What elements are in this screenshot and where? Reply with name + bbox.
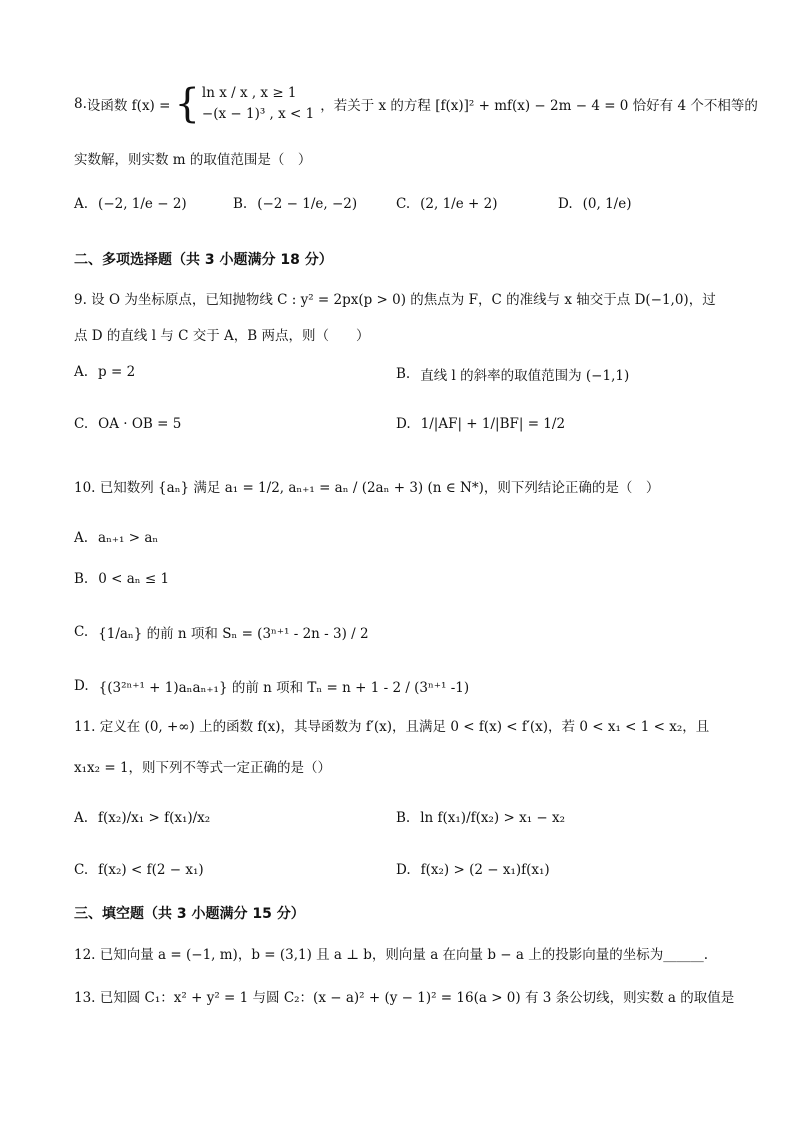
q9-option-b[interactable] — [396, 364, 629, 384]
q11-option-a[interactable] — [74, 810, 210, 826]
q10-option-b[interactable] — [74, 571, 169, 587]
q9-option-a[interactable] — [74, 364, 135, 380]
option-text: 0 < aₙ ≤ 1 — [98, 571, 170, 587]
option-label: B. — [396, 810, 411, 826]
option-label: B. — [74, 571, 89, 587]
q12-text: 12. 已知向量 a = (−1, m)，b = (3,1) 且 a ⊥ b，则向量 a 在向量 b − a 上的投影向量的坐标为______. — [74, 947, 708, 963]
q10-option-a[interactable] — [74, 530, 158, 546]
option-label: A. — [74, 810, 89, 826]
q10-option-c[interactable] — [74, 622, 369, 642]
q8-option-c[interactable] — [396, 196, 497, 212]
option-text: p = 2 — [98, 364, 136, 380]
option-text: OA · OB = 5 — [98, 416, 182, 432]
option-label: D. — [558, 196, 573, 212]
q8-piece-top: ln x / x , x ≥ 1 — [201, 85, 297, 101]
q8-option-b[interactable] — [233, 196, 357, 212]
q9-option-c[interactable] — [74, 416, 181, 432]
q11-option-b[interactable] — [396, 810, 565, 826]
piecewise-brace: { — [174, 81, 200, 127]
option-label: C. — [74, 624, 89, 640]
option-text: f(x₂) > (2 − x₁)f(x₁) — [420, 862, 550, 878]
q9-line2: 点 D 的直线 l 与 C 交于 A，B 两点，则（ ） — [74, 328, 370, 344]
option-label: A. — [74, 196, 89, 212]
option-text: f(x₂)/x₁ > f(x₁)/x₂ — [98, 810, 211, 826]
option-label: D. — [396, 416, 411, 432]
option-label: A. — [74, 530, 89, 546]
q9-line1: 9. 设 O 为坐标原点，已知抛物线 C : y² = 2px(p > 0) 的焦点为 F，C 的准线与 x 轴交于点 D(−1,0)，过 — [74, 292, 716, 308]
q8-number: 8. — [74, 96, 87, 112]
option-label: C. — [74, 862, 89, 878]
section-heading-multi: 二、多项选择题（共 3 小题满分 18 分） — [74, 252, 333, 268]
option-text: (2, 1/e + 2) — [420, 196, 498, 212]
q11-line2: x₁x₂ = 1，则下列不等式一定正确的是（） — [74, 760, 332, 776]
q8-tail: ，若关于 x 的方程 [f(x)]² + mf(x) − 2m − 4 = 0 恰好有 4 个不相等的 — [320, 98, 758, 114]
q8-option-a[interactable] — [74, 196, 187, 212]
option-text: 直线 l 的斜率的取值范围为 (−1,1) — [420, 368, 630, 384]
option-label: A. — [74, 364, 89, 380]
q8-option-d[interactable] — [558, 196, 631, 212]
option-label: D. — [74, 678, 89, 694]
section-heading-fill: 三、填空题（共 3 小题满分 15 分） — [74, 906, 305, 922]
q8-piecewise — [202, 83, 314, 125]
q9-option-d[interactable] — [396, 416, 565, 432]
q11-option-d[interactable] — [396, 862, 550, 878]
option-text: ln f(x₁)/f(x₂) > x₁ − x₂ — [420, 810, 566, 826]
q10-option-d[interactable] — [74, 676, 469, 696]
option-label: B. — [396, 366, 411, 382]
option-text: (0, 1/e) — [582, 196, 632, 212]
option-text: {1/aₙ} 的前 n 项和 Sₙ = (3ⁿ⁺¹ - 2n - 3) / 2 — [98, 626, 369, 642]
option-text: f(x₂) < f(2 − x₁) — [98, 862, 204, 878]
q13-text: 13. 已知圆 C₁：x² + y² = 1 与圆 C₂：(x − a)² + (y − 1)² = 16(a > 0) 有 3 条公切线，则实数 a 的取值是 — [74, 990, 735, 1006]
q11-option-c[interactable] — [74, 862, 204, 878]
q8-line2: 实数解，则实数 m 的取值范围是（ ） — [74, 152, 312, 168]
option-text: aₙ₊₁ > aₙ — [98, 530, 159, 546]
option-label: D. — [396, 862, 411, 878]
q8-piece-bottom: −(x − 1)³ , x < 1 — [201, 106, 315, 122]
option-label: C. — [74, 416, 89, 432]
q10-line1: 10. 已知数列 {aₙ} 满足 a₁ = 1/2, aₙ₊₁ = aₙ / (2aₙ + 3) (n ∈ N*)，则下列结论正确的是（ ） — [74, 480, 660, 496]
option-label: C. — [396, 196, 411, 212]
option-text: (−2, 1/e − 2) — [98, 196, 187, 212]
q8-line1 — [74, 82, 758, 126]
option-label: B. — [233, 196, 248, 212]
q8-lead: 设函数 f(x) = — [86, 98, 171, 114]
option-text: (−2 − 1/e, −2) — [257, 196, 358, 212]
q11-line1: 11. 定义在 (0, +∞) 上的函数 f(x)，其导函数为 f′(x)，且满足 0 < f(x) < f′(x)，若 0 < x₁ < 1 < x₂，且 — [74, 719, 710, 735]
option-text: {(3²ⁿ⁺¹ + 1)aₙaₙ₊₁} 的前 n 项和 Tₙ = n + 1 - 2 / (3ⁿ⁺¹ -1) — [98, 680, 470, 696]
option-text: 1/|AF| + 1/|BF| = 1/2 — [420, 416, 566, 432]
